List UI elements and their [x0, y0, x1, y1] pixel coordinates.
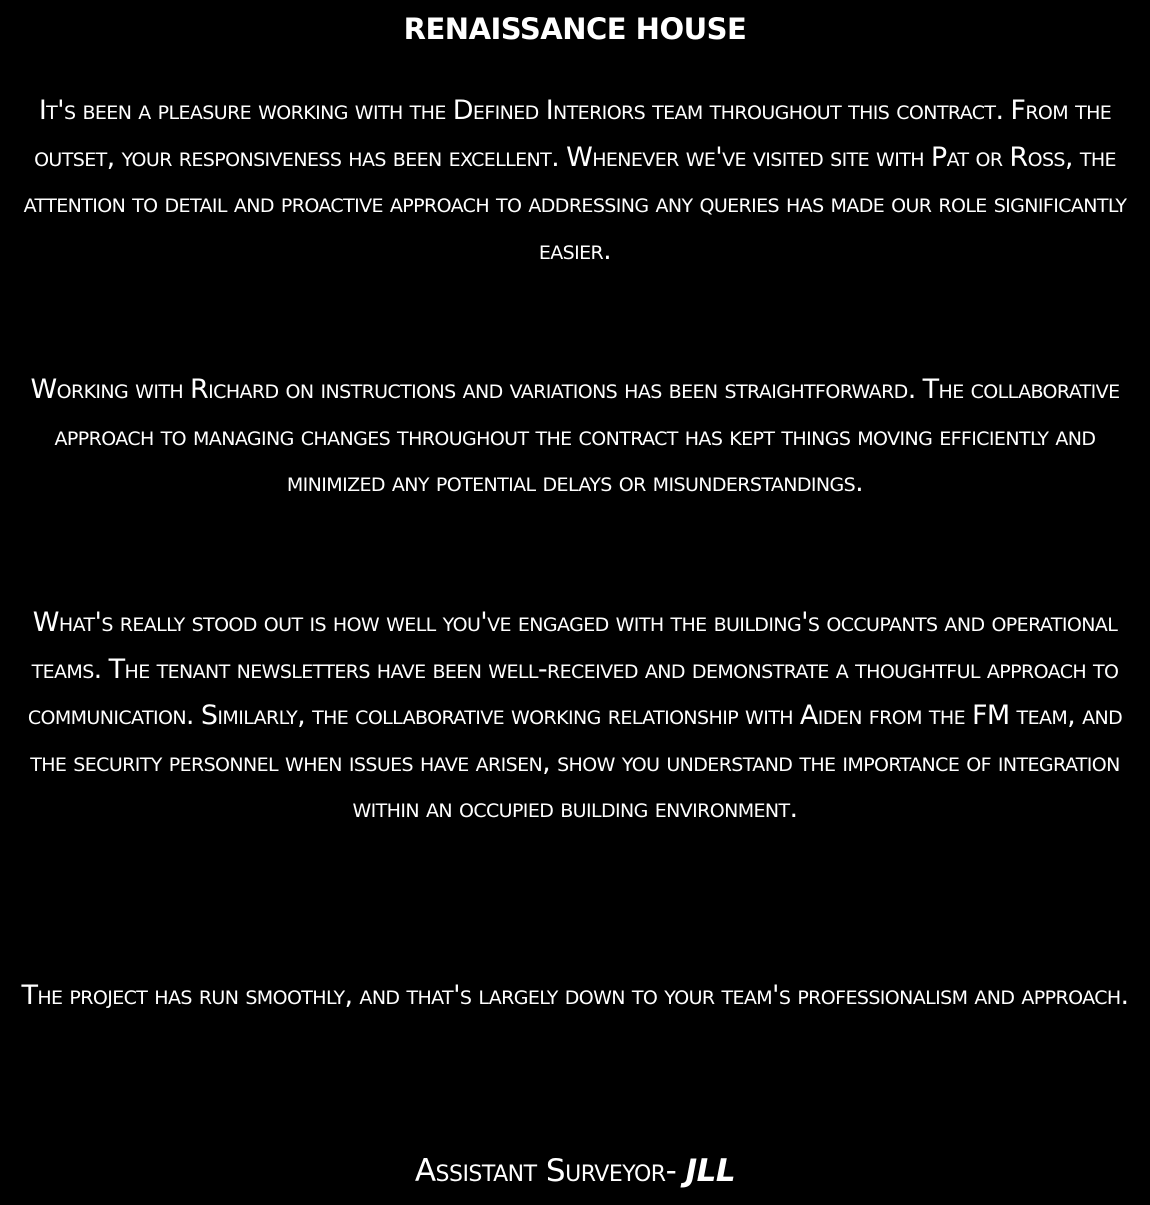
- document-title: RENAISSANCE HOUSE: [403, 12, 747, 46]
- signature-company: JLL: [685, 1153, 736, 1189]
- testimonial-paragraph-3: What's really stood out is how well you've engaged with the building's occupants and operational teams. The tenant newsletters have been well-received and demonstrate a thoughtful approach to communication. Similarly, the collaborative working relationship with Aiden from the FM team, and the security personnel when issues have arisen, show you understand the importance of integration within an occupied building environment.: [27, 607, 1123, 824]
- signature: [0, 1148, 1150, 1194]
- testimonial-paragraph-1: It's been a pleasure working with the Defined Interiors team throughout this contract. From the outset, your responsiveness has been excellent. Whenever we've visited site with Pat or Ross, the attention to detail and proactive approach to addressing any queries has made our role significantly easier.: [23, 95, 1127, 266]
- signature-role: Assistant Surveyor-: [414, 1153, 677, 1189]
- testimonial-paragraph-4: The project has run smoothly, and that's largely down to your team's professionalism and approach.: [21, 980, 1129, 1011]
- testimonial-paragraph-2: Working with Richard on instructions and variations has been straightforward. The collaborative approach to managing changes throughout the contract has kept things moving efficiently and minimized any potential delays or misunderstandings.: [30, 374, 1120, 498]
